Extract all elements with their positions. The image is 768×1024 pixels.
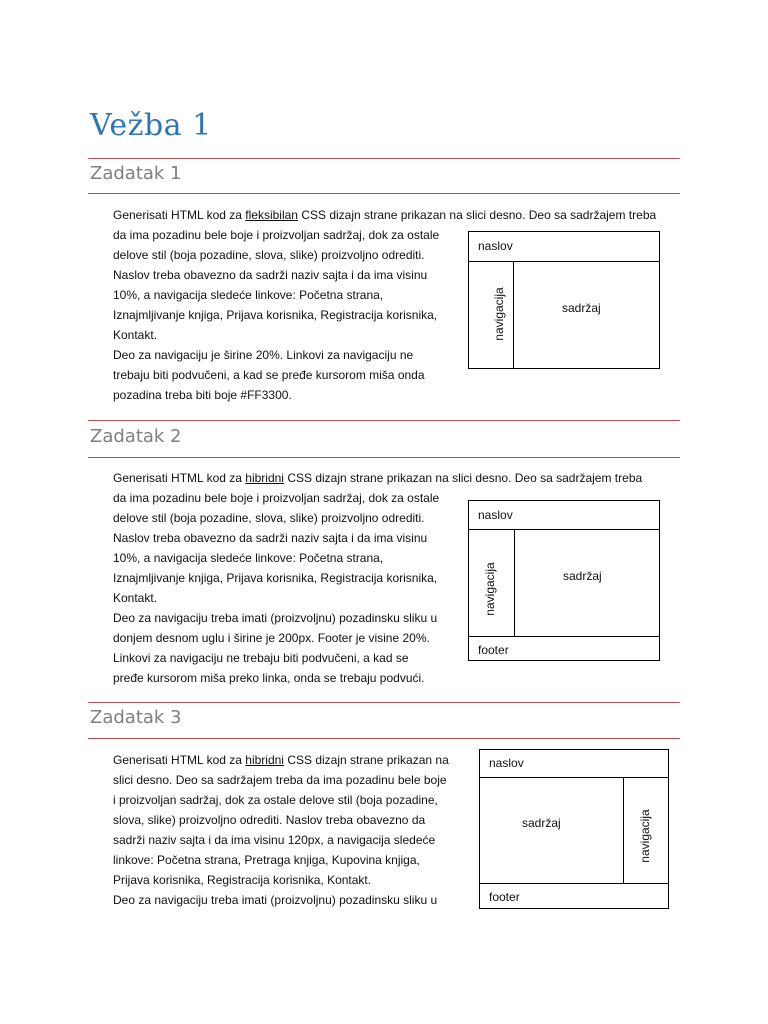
text-segment: Generisati HTML kod za <box>113 208 246 222</box>
document-title: Vežba 1 <box>90 108 212 143</box>
diagram-navigacija-label: navigacija <box>492 287 506 341</box>
section-divider <box>88 738 680 739</box>
text-line: pređe kursorom miša preko linka, onda se trebaju podvući. <box>113 671 425 685</box>
layout-diagram <box>468 500 660 661</box>
section-divider <box>88 702 680 703</box>
diagram-navigacija-label: navigacija <box>638 809 652 863</box>
text-line: Prijava korisnika, Registracija korisnika, Kontakt. <box>113 873 372 887</box>
text-line: Naslov treba obavezno da sadrži naziv sajta i da ima visinu <box>113 268 428 282</box>
text-line: Deo za navigaciju treba imati (proizvoljnu) pozadinsku sliku u <box>113 893 438 907</box>
text-line: sadrži naziv sajta i da ima visinu 120px, a navigacija sledeće <box>113 833 436 847</box>
text-line <box>113 468 642 488</box>
diagram-naslov-label: naslov <box>489 756 524 770</box>
text-line: Iznajmljivanje knjiga, Prijava korisnika, Registracija korisnika, <box>113 571 438 585</box>
section-divider <box>88 420 680 421</box>
text-line: trebaju biti podvučeni, a kad se pređe kursorom miša onda <box>113 368 425 382</box>
diagram-nav-divider <box>514 530 515 636</box>
diagram-footer-label: footer <box>489 890 520 904</box>
layout-diagram <box>479 749 669 909</box>
text-line: Naslov treba obavezno da sadrži naziv sajta i da ima visinu <box>113 531 428 545</box>
text-line: 10%, a navigacija sledeće linkove: Početna strana, <box>113 288 384 302</box>
section-title: Zadatak 3 <box>90 707 182 728</box>
section-divider <box>88 158 680 159</box>
text-line: linkove: Početna strana, Pretraga knjiga, Kupovina knjiga, <box>113 853 420 867</box>
diagram-navigacija-label: navigacija <box>483 562 497 616</box>
text-line <box>113 750 449 770</box>
text-line: da ima pozadinu bele boje i proizvoljan sadržaj, dok za ostale <box>113 228 440 242</box>
diagram-nav-divider <box>513 262 514 368</box>
underlined-term: fleksibilan <box>245 208 298 222</box>
text-line: 10%, a navigacija sledeće linkove: Početna strana, <box>113 551 384 565</box>
diagram-sadrzaj-label: sadržaj <box>563 569 602 583</box>
underlined-term: hibridni <box>245 471 284 485</box>
diagram-footer-divider <box>480 883 668 884</box>
text-segment: CSS dizajn strane prikazan na slici desno. Deo sa sadržajem treba <box>283 471 643 485</box>
text-segment: CSS dizajn strane prikazan na <box>283 753 449 767</box>
text-line: delove stil (boja pozadine, slova, slike) proizvoljno odrediti. <box>113 248 425 262</box>
diagram-naslov-label: naslov <box>478 508 513 522</box>
section-title: Zadatak 1 <box>90 163 182 184</box>
diagram-footer-divider <box>469 636 659 637</box>
diagram-sadrzaj-label: sadržaj <box>522 816 561 830</box>
text-segment: Generisati HTML kod za <box>113 753 246 767</box>
task-description <box>113 750 449 910</box>
text-line: Iznajmljivanje knjiga, Prijava korisnika, Registracija korisnika, <box>113 308 438 322</box>
text-line: delove stil (boja pozadine, slova, slike) proizvoljno odrediti. <box>113 511 425 525</box>
section-divider <box>88 193 680 194</box>
text-line: Deo za navigaciju je širine 20%. Linkovi za navigaciju ne <box>113 348 414 362</box>
diagram-footer-label: footer <box>478 643 509 657</box>
underlined-term: hibridni <box>245 753 284 767</box>
text-segment: Generisati HTML kod za <box>113 471 246 485</box>
text-line: Kontakt. <box>113 591 158 605</box>
text-line: Deo za navigaciju treba imati (proizvoljnu) pozadinsku sliku u <box>113 611 438 625</box>
text-line: Kontakt. <box>113 328 158 342</box>
diagram-sadrzaj-label: sadržaj <box>562 301 601 315</box>
text-line: i proizvoljan sadržaj, dok za ostale delove stil (boja pozadine, <box>113 793 438 807</box>
text-line: pozadina treba biti boje #FF3300. <box>113 388 292 402</box>
section-title: Zadatak 2 <box>90 426 182 447</box>
layout-diagram <box>468 231 660 369</box>
text-line: donjem desnom uglu i širine je 200px. Footer je visine 20%. <box>113 631 430 645</box>
diagram-naslov-label: naslov <box>478 239 513 253</box>
text-line: slova, slike) proizvoljno odrediti. Naslov treba obavezno da <box>113 813 426 827</box>
text-line <box>113 205 656 225</box>
diagram-nav-divider <box>623 778 624 883</box>
text-line: Linkovi za navigaciju ne trebaju biti podvučeni, a kad se <box>113 651 409 665</box>
text-line: slici desno. Deo sa sadržajem treba da ima pozadinu bele boje <box>113 773 447 787</box>
text-segment: CSS dizajn strane prikazan na slici desno. Deo sa sadržajem treba <box>297 208 657 222</box>
text-line: da ima pozadinu bele boje i proizvoljan sadržaj, dok za ostale <box>113 491 440 505</box>
section-divider <box>88 457 680 458</box>
